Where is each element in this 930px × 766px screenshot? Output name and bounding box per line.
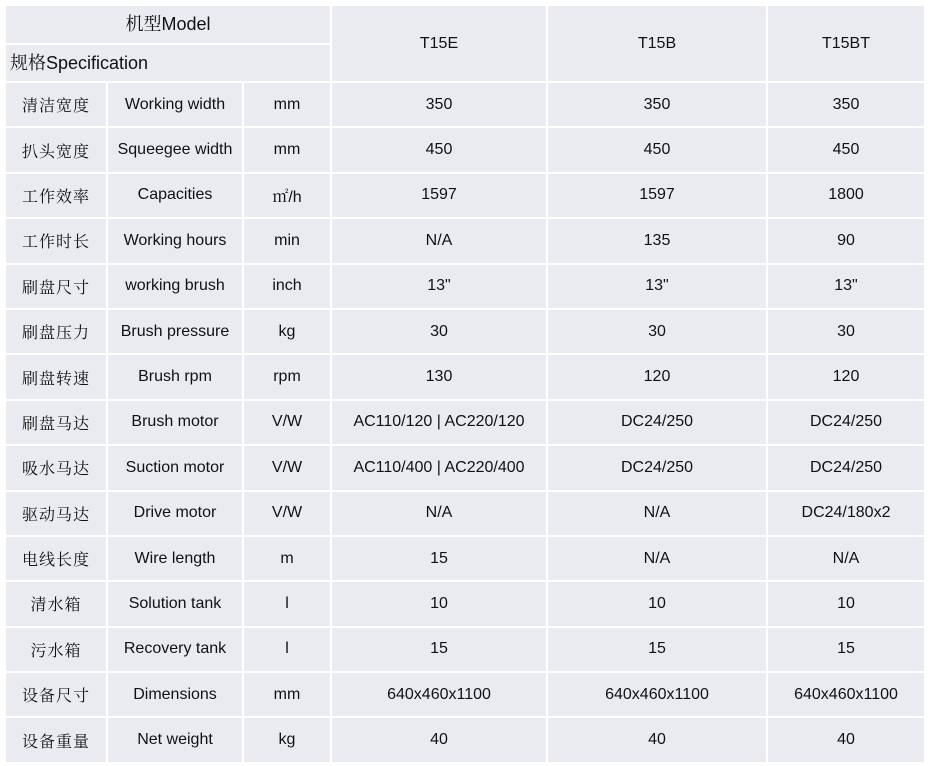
spec-unit: rpm [244,355,330,398]
specification-label: 规格Specification [10,53,149,73]
spec-name-chinese: 工作时长 [6,219,106,262]
spec-name-chinese: 刷盘转速 [6,355,106,398]
value-t15b: 450 [548,128,766,171]
spec-name-chinese: 工作效率 [6,174,106,217]
spec-name-english: Solution tank [108,582,242,625]
spec-name-chinese: 刷盘压力 [6,310,106,353]
table-row [6,265,924,308]
table-row [6,128,924,171]
value-t15e: 30 [332,310,546,353]
spec-unit: l [244,628,330,671]
spec-name-chinese: 设备重量 [6,718,106,761]
spec-unit: ㎡/h [244,174,330,217]
value-t15b: 350 [548,83,766,126]
spec-name-chinese: 设备尺寸 [6,673,106,716]
value-t15bt: 40 [768,718,924,761]
spec-name-chinese: 刷盘尺寸 [6,265,106,308]
spec-name-english: Drive motor [108,492,242,535]
table-row [6,718,924,761]
spec-rows [6,83,924,762]
spec-unit: kg [244,310,330,353]
spec-unit: min [244,219,330,262]
value-t15bt: 350 [768,83,924,126]
table-row [6,174,924,217]
spec-name-chinese: 清水箱 [6,582,106,625]
value-t15e: 450 [332,128,546,171]
table-row [6,446,924,489]
value-t15e: N/A [332,219,546,262]
value-t15b: DC24/250 [548,446,766,489]
spec-unit: V/W [244,446,330,489]
value-t15bt: 10 [768,582,924,625]
spec-name-english: Squeegee width [108,128,242,171]
value-t15bt: DC24/250 [768,401,924,444]
value-t15bt: DC24/180x2 [768,492,924,535]
spec-name-chinese: 吸水马达 [6,446,106,489]
spec-unit: V/W [244,401,330,444]
value-t15bt: 90 [768,219,924,262]
spec-name-chinese: 刷盘马达 [6,401,106,444]
model-header-t15e: T15E [332,6,546,81]
table-row [6,219,924,262]
spec-unit: kg [244,718,330,761]
value-t15e: N/A [332,492,546,535]
value-t15b: 135 [548,219,766,262]
spec-name-english: Brush pressure [108,310,242,353]
spec-name-english: Net weight [108,718,242,761]
table-row [6,628,924,671]
specification-table [4,4,926,764]
spec-name-english: Capacities [108,174,242,217]
spec-name-english: Wire length [108,537,242,580]
spec-unit: mm [244,83,330,126]
value-t15b: 120 [548,355,766,398]
value-t15b: N/A [548,492,766,535]
spec-unit: mm [244,128,330,171]
value-t15e: 350 [332,83,546,126]
spec-name-english: Working hours [108,219,242,262]
value-t15e: AC110/120 | AC220/120 [332,401,546,444]
value-t15b: DC24/250 [548,401,766,444]
table-row [6,83,924,126]
model-header-t15bt: T15BT [768,6,924,81]
model-header-t15b: T15B [548,6,766,81]
value-t15b: 1597 [548,174,766,217]
value-t15e: 15 [332,537,546,580]
spec-name-chinese: 污水箱 [6,628,106,671]
spec-name-english: working brush [108,265,242,308]
table-row [6,355,924,398]
spec-name-chinese: 电线长度 [6,537,106,580]
value-t15bt: 640x460x1100 [768,673,924,716]
value-t15bt: 30 [768,310,924,353]
value-t15b: N/A [548,537,766,580]
value-t15e: 1597 [332,174,546,217]
spec-name-english: Brush motor [108,401,242,444]
value-t15bt: 15 [768,628,924,671]
value-t15bt: 120 [768,355,924,398]
value-t15b: 15 [548,628,766,671]
value-t15b: 30 [548,310,766,353]
value-t15b: 40 [548,718,766,761]
value-t15e: 130 [332,355,546,398]
header-row [6,6,924,81]
value-t15bt: DC24/250 [768,446,924,489]
spec-name-english: Recovery tank [108,628,242,671]
spec-name-english: Working width [108,83,242,126]
model-label: 机型Model [6,6,330,43]
spec-unit: mm [244,673,330,716]
value-t15bt: 13" [768,265,924,308]
value-t15bt: 1800 [768,174,924,217]
spec-unit: inch [244,265,330,308]
value-t15e: 13" [332,265,546,308]
value-t15e: 40 [332,718,546,761]
value-t15b: 13" [548,265,766,308]
value-t15bt: 450 [768,128,924,171]
table-row [6,401,924,444]
value-t15b: 10 [548,582,766,625]
spec-name-chinese: 清洁宽度 [6,83,106,126]
table-row [6,582,924,625]
spec-unit: l [244,582,330,625]
table-row [6,673,924,716]
spec-name-english: Suction motor [108,446,242,489]
value-t15bt: N/A [768,537,924,580]
table-row [6,492,924,535]
value-t15e: 15 [332,628,546,671]
value-t15e: 10 [332,582,546,625]
header-corner-cell [6,6,330,81]
spec-name-chinese: 驱动马达 [6,492,106,535]
table-row [6,310,924,353]
spec-unit: m [244,537,330,580]
spec-name-english: Dimensions [108,673,242,716]
value-t15b: 640x460x1100 [548,673,766,716]
spec-name-english: Brush rpm [108,355,242,398]
table-row [6,537,924,580]
spec-name-chinese: 扒头宽度 [6,128,106,171]
spec-unit: V/W [244,492,330,535]
value-t15e: 640x460x1100 [332,673,546,716]
value-t15e: AC110/400 | AC220/400 [332,446,546,489]
